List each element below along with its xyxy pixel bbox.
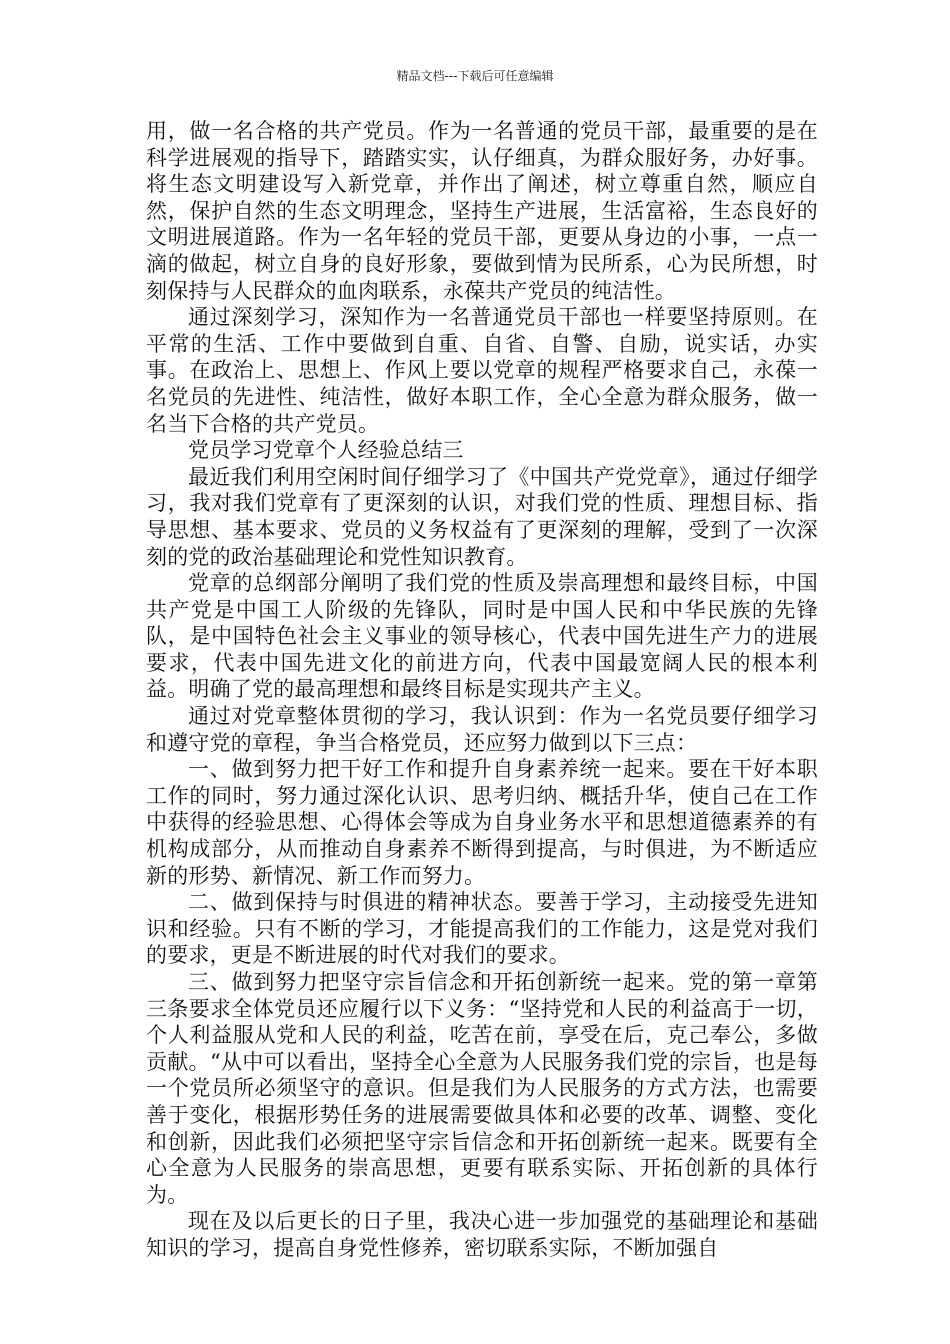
section-heading: 党员学习党章个人经验总结三 [188, 438, 464, 463]
paragraph-4: 党章的总纲部分阐明了我们党的性质及崇高理想和最终目标，中国共产党是中国工人阶级的先锋队，同时是中国人民和中华民族的先锋队，是中国特色社会主义事业的领导核心，代表中国先进生产力的进展要求，代表中国先进文化的前进方向，代表中国最宽阔人民的根本利益。明确了党的最高理想和最终目标是实现共产主义。 [146, 571, 818, 702]
paragraph-8: 三、做到努力把坚守宗旨信念和开拓创新统一起来。党的第一章第三条要求全体党员还应履行以下义务：“坚持党和人民的利益高于一切，个人利益服从党和人民的利益，吃苦在前，享受在后，克己奉公，多做贡献。“从中可以看出，坚持全心全意为人民服务我们党的宗旨，也是每一个党员所必须坚守的意识。但是我们为人民服务的方式方法，也需要善于变化，根据形势任务的进展需要做具体和必要的改革、调整、变化和创新，因此我们必须把坚守宗旨信念和开拓创新统一起来。既要有全心全意为人民服务的崇高思想，更要有联系实际、开拓创新的具体行为。 [146, 970, 818, 1207]
header-note: 精品文档---下载后可任意编辑 [396, 69, 554, 83]
paragraph-2: 通过深刻学习，深知作为一名普通党员干部也一样要坚持原则。在平常的生活、工作中要做到自重、自省、自警、自励，说实话，办实事。在政治上、思想上、作风上要以党章的规程严格要求自己，永葆一名党员的先进性、纯洁性，做好本职工作，全心全意为群众服务，做一名当下合格的共产党员。 [146, 305, 818, 436]
paragraph-6: 一、做到努力把干好工作和提升自身素养统一起来。要在干好本职工作的同时，努力通过深化认识、思考归纳、概括升华，使自己在工作中获得的经验思想、心得体会等成为自身业务水平和思想道德素养的有机构成部分，从而推动自身素养不断得到提高，与时俱进，为不断适应新的形势、新情况、新工作而努力。 [146, 757, 818, 888]
paragraph-9: 现在及以后更长的日子里，我决心进一步加强党的基础理论和基础知识的学习，提高自身党性修养，密切联系实际，不断加强自 [146, 1209, 818, 1260]
document-body [146, 118, 818, 1262]
paragraph-3: 最近我们利用空闲时间仔细学习了《中国共产党党章》，通过仔细学习，我对我们党章有了更深刻的认识，对我们党的性质、理想目标、指导思想、基本要求、党员的义务权益有了更深刻的理解，受到了一次深刻的党的政治基础理论和党性知识教育。 [146, 464, 818, 569]
paragraph-7: 二、做到保持与时俱进的精神状态。要善于学习，主动接受先进知识和经验。只有不断的学习，才能提高我们的工作能力，这是党对我们的要求，更是不断进展的时代对我们的要求。 [146, 890, 818, 968]
paragraph-1: 用，做一名合格的共产党员。作为一名普通的党员干部，最重要的是在科学进展观的指导下，踏踏实实，认仔细真，为群众服好务，办好事。将生态文明建设写入新党章，并作出了阐述，树立尊重自然，顺应自然，保护自然的生态文明理念，坚持生产进展，生活富裕，生态良好的文明进展道路。作为一名年轻的党员干部，更要从身边的小事，一点一滴的做起，树立自身的良好形象，要做到情为民所系，心为民所想，时刻保持与人民群众的血肉联系，永葆共产党员的纯洁性。 [146, 119, 818, 303]
paragraph-5: 通过对党章整体贯彻的学习，我认识到：作为一名党员要仔细学习和遵守党的章程，争当合格党员，还应努力做到以下三点： [146, 704, 818, 755]
